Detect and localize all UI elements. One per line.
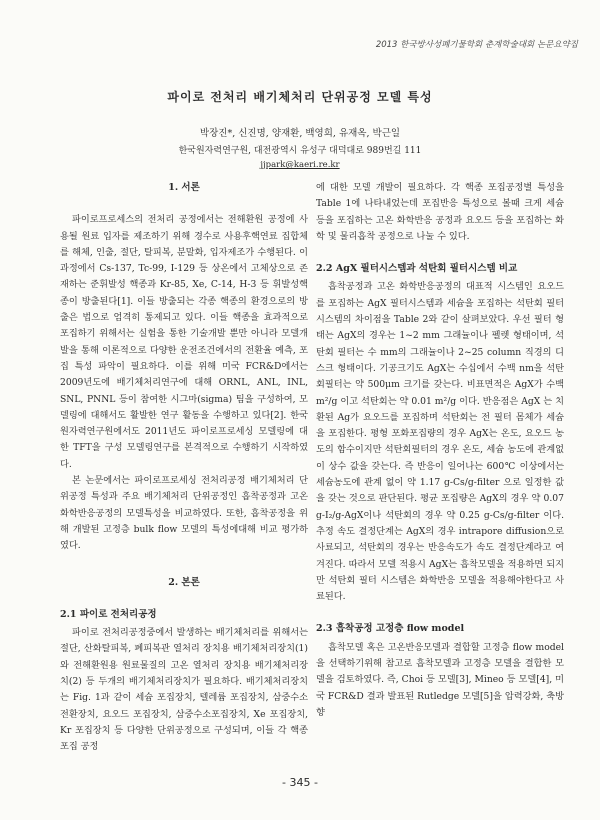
section-2-1-paragraph: 파이로 전처리공정중에서 발생하는 배기체처리를 위해서는 절단, 산화탈피복, 폐피복관 열처리 장치용 배기체처리장치(1)와 전해환원용 원료물질의 고온 열처리 장치용 배기체처리장치(2) 등 두개의 배기체처리장치가 필요하다. 배기체처리장치는 Fig. 1과 같이 세슘 포집장치, 텔레륨 포집장치, 삼중수소 전환장치, 요오드 포집장치, 삼중수소포집장치, Xe 포집장치, Kr 포집장치 등 다양한 단위공정으로 구성되며, 이들 각 핵종 포집 공정 — [60, 627, 308, 753]
continued-paragraph: 에 대한 모델 개발이 필요하다. 각 핵종 포집공정별 특성을 Table 1에 나타내었는데 포집반응 특성으로 볼때 크게 세슘 등을 포집하는 고온 화학반응 공정과 요오드 등을 포집하는 화학 및 물리흡착 공정으로 나눌 수 있다. — [316, 182, 564, 242]
title-block — [0, 88, 600, 170]
intro-heading: 1. 서론 — [168, 182, 200, 193]
paper-title: 파이로 전처리 배기체처리 단위공정 모델 특성 — [167, 90, 433, 104]
section-2-2-paragraph: 흡착공정과 고온 화학반응공정의 대표적 시스템인 요오드를 포집하는 AgX 필터시스템과 세슘을 포집하는 석탄회 필터시스템의 차이점을 Table 2와 같이 살펴보았다. 우선 필터 형태는 AgX의 경우는 1~2 mm 그래뉼이나 펠렛 형태이며, 석탄회 필터는 수 mm의 그래뉼이나 2~25 column 직경의 디스크 형태이다. 기공크기도 AgX는 수십에서 수백 nm을 석탄회필터는 약 500μm 크기를 갖는다. 비표면적은 AgX가 수백 m²/g 이고 석탄회는 약 0.01 m²/g 이다. 반응점은 AgX 는 치환된 Ag가 요오드를 포집하며 석탄회는 전 필터 몸체가 세슘을 포집한다. 평형 포화포집량의 경우 AgX는 온도, 요오드 농도의 함수이지만 석탄회필터의 경우 온도, 세슘 농도에 관계없이 상수 값을 갖는다. 즉 반응이 일어나는 600℃ 이상에서는 세슘농도에 관계 없이 약 1.17 g-Cs/g-filter 으로 일정한 값을 갖는 것으로 판단된다. 평균 포집량은 AgX의 경우 약 0.07 g-I₂/g-AgX이나 석탄회의 경우 약 0.25 g-Cs/g-filter 이다. 추정 속도 결정단계는 AgX의 경우 intrapore diffusion으로 사료되고, 석탄회의 경우는 반응속도가 속도 결정단계라고 여겨진다. 따라서 모델 적용시 AgX는 흡착모델을 적용하면 되지만 석탄회 필터 시스템은 화학반응 모델을 적용해야한다고 사료된다. — [316, 281, 564, 603]
section-2-3-paragraph: 흡착모델 혹은 고온반응모델과 결합할 고정층 flow model을 선택하기위해 참고로 흡착모델과 고정층 모델을 결합한 모델을 검토하였다. 즉, Choi 등 모델[3], Mineo 등 모델[4], 미국 FCR&D 결과 발표된 Rutledge 모델[5]을 압력강화, 축방향 — [316, 641, 564, 718]
section-2-1-heading: 2.1 파이로 전처리공정 — [60, 608, 157, 620]
right-column — [316, 180, 564, 721]
section-2-3-heading: 2.3 흡착공정 고정층 flow model — [316, 623, 465, 635]
left-column — [60, 180, 308, 756]
running-header: 2013 한국방사성폐기물학회 춘계학술대회 논문요약집 — [375, 40, 578, 50]
page-number: - 345 - — [282, 776, 318, 789]
affiliation: 한국원자력연구원, 대전광역시 유성구 대덕대로 989번길 111 — [178, 146, 422, 156]
body-heading: 2. 본론 — [168, 576, 200, 588]
section-2-2-heading: 2.2 AgX 필터시스템과 석탄회 필터시스템 비교 — [316, 263, 518, 275]
authors: 박장진*, 신진명, 양재환, 백영희, 유재옥, 박근일 — [199, 128, 401, 139]
email-link[interactable]: jjpark@kaeri.re.kr — [260, 160, 340, 170]
intro-paragraph-2: 본 논문에서는 파이로프로세싱 전처리공정 배기체처리 단위공정 특성과 주요 배기체처리 단위공정인 흡착공정과 고온 화학반응공정의 모델특성을 비교하였다. 또한, 흡착공정을 위해 개발된 고정층 bulk flow 모델의 특성에대해 비교 평가하였다. — [60, 475, 308, 552]
intro-paragraph-1: 파이로프로세스의 전처리 공정에서는 전해환원 공정에 사용될 원료 입자를 제조하기 위해 경수로 사용후핵연료 집합체를 해체, 인출, 절단, 탈피복, 분말화, 입자제조가 수행된다. 이 과정에서 Cs-137, Tc-99, I-129 등 상온에서 고체상으로 존재하는 준휘발성 핵종과 Kr-85, Xe, C-14, H-3 등 휘발성핵종이 방출된다[1]. 이들 방출되는 각종 핵종의 환경으로의 방출은 법으로 엄격히 통제되고 있다. 이들 핵종을 효과적으로 포집하기 위해서는 실험을 통한 기술개발 뿐만 아니라 모델개발을 통해 이론적으로 다양한 운전조건에서의 전환율 예측, 포집 특성 파악이 필요하다. 이를 위해 미국 FCR&D에서는 2009년도에 배기체처리연구에 대해 ORNL, ANL, INL, SNL, PNNL 등이 참여한 시그마(sigma) 팀을 구성하여, 모델링에 대해서도 활발한 연구 활동을 수행하고 있다[2]. 한국원자력연구원에서도 2011년도 파이로프로세싱 모델링에 대한 TFT을 구성 모델링연구를 본격적으로 수행하기 시작하였다. — [60, 214, 308, 470]
